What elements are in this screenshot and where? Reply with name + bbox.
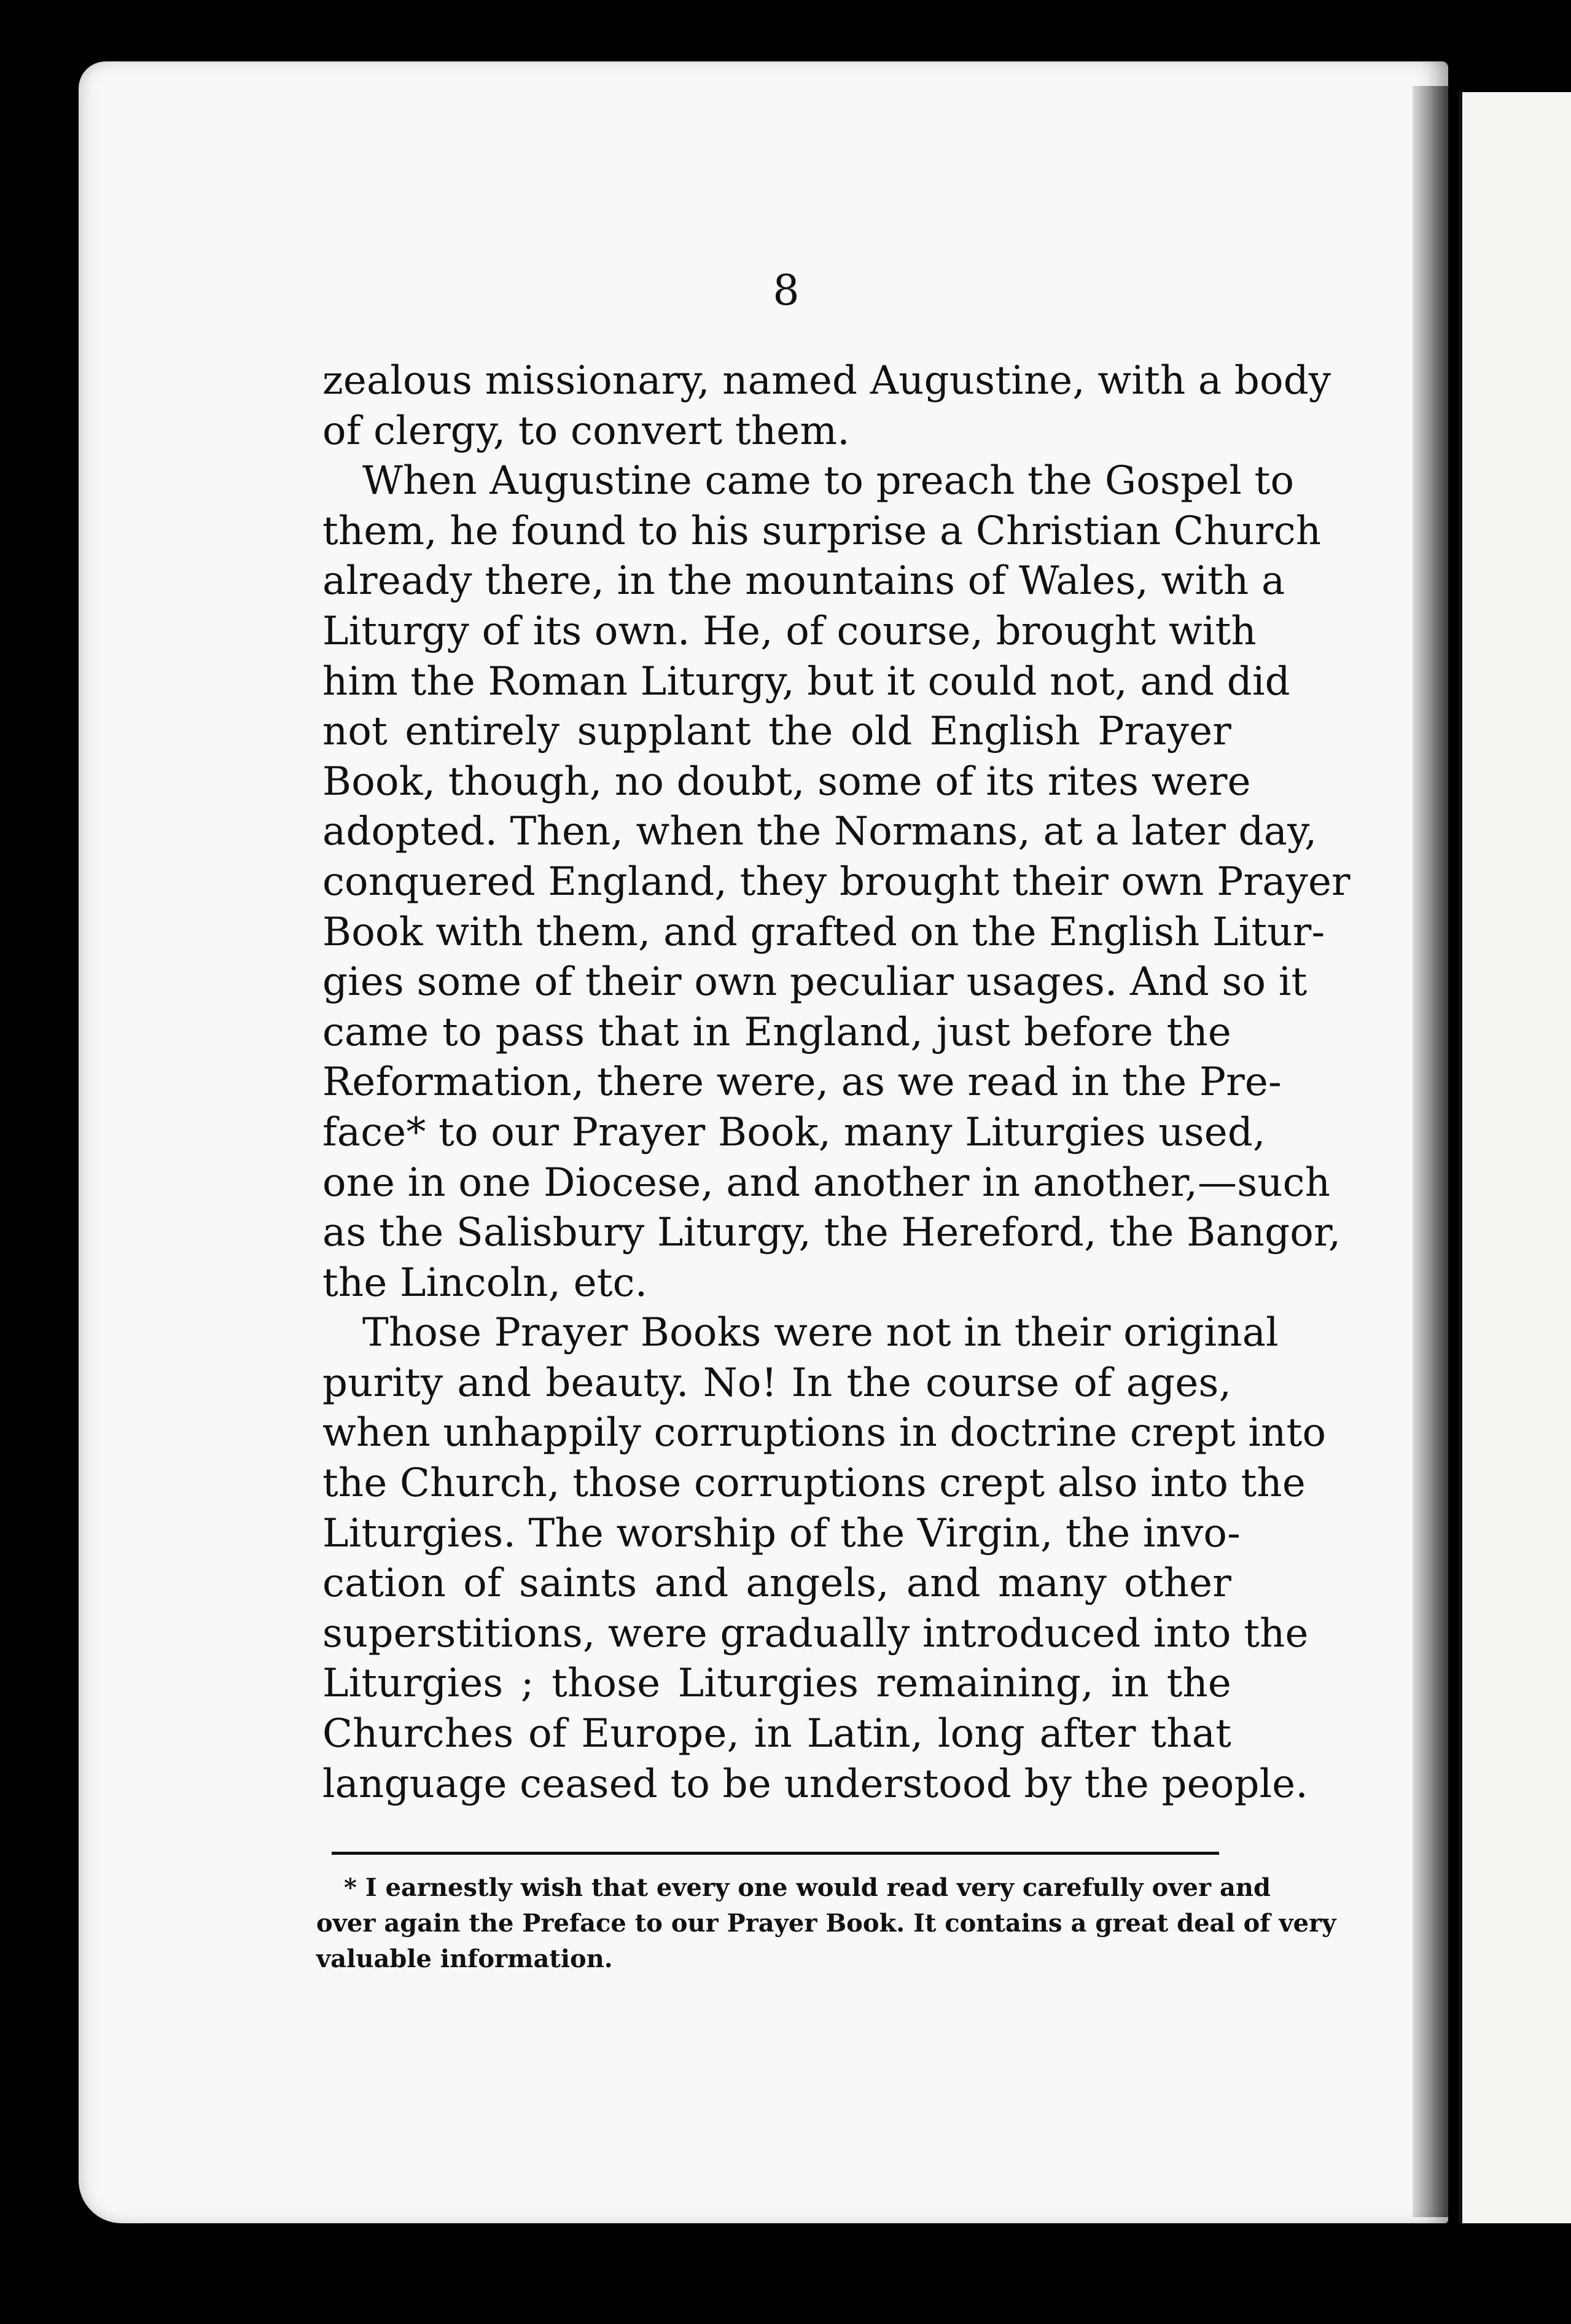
footnote-divider bbox=[332, 1852, 1219, 1855]
text-line: superstitions, were gradually introduced into the bbox=[322, 1610, 1309, 1656]
book-gutter bbox=[1413, 86, 1456, 2217]
text-line: already there, in the mountains of Wales, with a bbox=[322, 558, 1285, 604]
text-line: Book, though, no doubt, some of its rites were bbox=[322, 758, 1251, 805]
facing-page-edge bbox=[1459, 92, 1571, 2223]
text-line: When Augustine came to preach the Gospel to bbox=[362, 458, 1295, 504]
text-line: came to pass that in England, just before the bbox=[322, 1009, 1231, 1055]
text-line: of clergy, to convert them. bbox=[322, 408, 850, 454]
text-line: cation of saints and angels, and many other bbox=[322, 1561, 1231, 1607]
footnote-line: over again the Preface to our Prayer Book. It contains a great deal of very bbox=[316, 1909, 1336, 1938]
text-line: language ceased to be understood by the people. bbox=[322, 1761, 1308, 1807]
footnote-line: valuable information. bbox=[316, 1944, 613, 1973]
text-line: face* to our Prayer Book, many Liturgies used, bbox=[322, 1109, 1266, 1155]
text-line: adopted. Then, when the Normans, at a later day, bbox=[322, 809, 1317, 855]
text-line: Reformation, there were, as we read in the Pre- bbox=[322, 1059, 1282, 1105]
text-line: the Church, those corruptions crept also into the bbox=[322, 1460, 1306, 1507]
text-line: Liturgies ; those Liturgies remaining, in the bbox=[322, 1661, 1231, 1707]
text-line: them, he found to his surprise a Christian Church bbox=[322, 508, 1322, 554]
text-line: zealous missionary, named Augustine, with a body bbox=[322, 358, 1331, 404]
text-line: him the Roman Liturgy, but it could not, and did bbox=[322, 658, 1290, 704]
footnote-line: * I earnestly wish that every one would read very carefully over and bbox=[344, 1873, 1271, 1902]
text-line: as the Salisbury Liturgy, the Hereford, the Bangor, bbox=[322, 1210, 1341, 1256]
page-number: 8 bbox=[773, 267, 800, 315]
text-line: one in one Diocese, and another in another,—such bbox=[322, 1160, 1331, 1206]
text-line: not entirely supplant the old English Prayer bbox=[322, 709, 1231, 755]
text-line: Liturgies. The worship of the Virgin, the invo- bbox=[322, 1510, 1241, 1556]
body-text bbox=[322, 356, 1351, 1809]
text-line: Churches of Europe, in Latin, long after that bbox=[322, 1711, 1231, 1757]
text-line: Liturgy of its own. He, of course, brought with bbox=[322, 608, 1257, 654]
footnote bbox=[316, 1870, 1336, 1977]
text-line: gies some of their own peculiar usages. And so it bbox=[322, 959, 1308, 1005]
text-line: conquered England, they brought their own Prayer bbox=[322, 859, 1351, 905]
text-line: when unhappily corruptions in doctrine crept into bbox=[322, 1410, 1327, 1456]
text-line: purity and beauty. No! In the course of ages, bbox=[322, 1360, 1231, 1406]
text-line: Book with them, and grafted on the English Litur- bbox=[322, 909, 1325, 955]
text-line: Those Prayer Books were not in their original bbox=[362, 1310, 1279, 1356]
text-line: the Lincoln, etc. bbox=[322, 1260, 648, 1306]
